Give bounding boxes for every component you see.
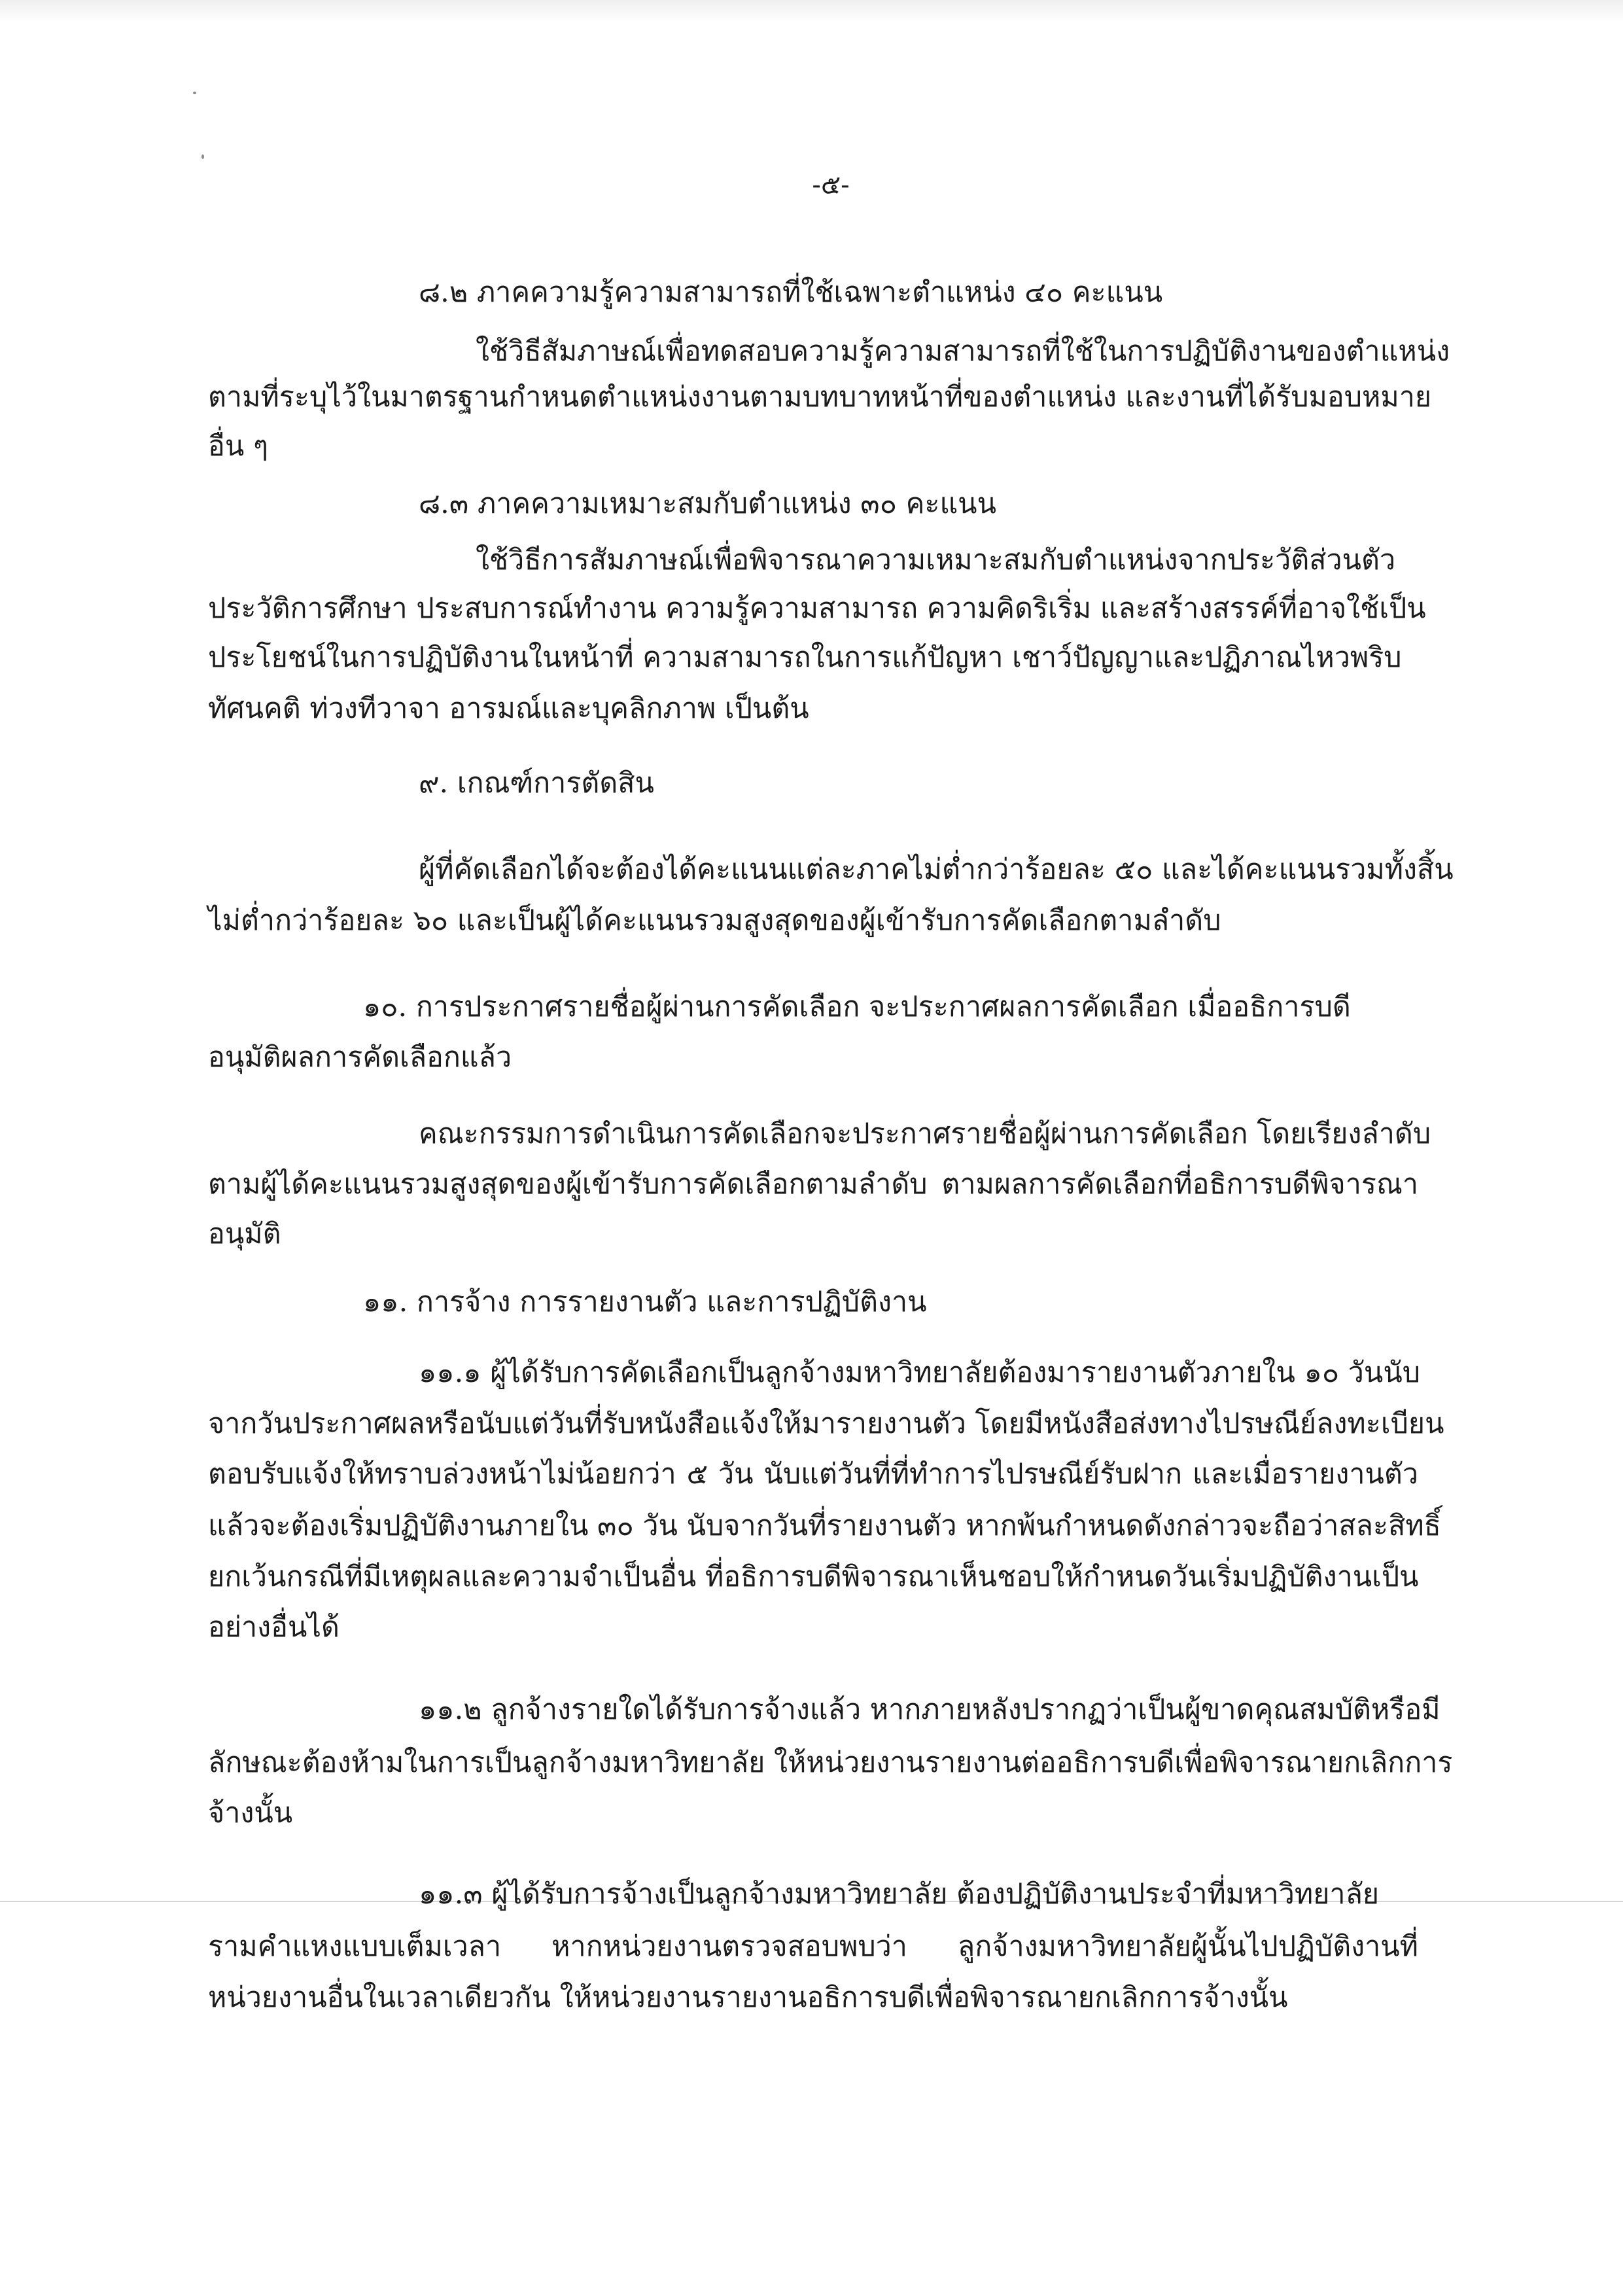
body-line: คณะกรรมการดำเนินการคัดเลือกจะประกาศรายชื่อผู้ผ่านการคัดเลือก โดยเรียงลำดับ (419, 1118, 1431, 1150)
scan-speck (201, 154, 204, 159)
body-line: รามคำแหงแบบเต็มเวลา หากหน่วยงานตรวจสอบพบว่า ลูกจ้างมหาวิทยาลัยผู้นั้นไปปฏิบัติงานที่ (208, 1930, 1418, 1963)
scan-edge (0, 0, 1623, 22)
body-line: อื่น ๆ (208, 430, 268, 463)
body-line: ประโยชน์ในการปฏิบัติงานในหน้าที่ ความสามารถในการแก้ปัญหา เชาว์ปัญญาและปฏิภาณไหวพริบ (208, 641, 1402, 674)
section-heading-8-3: ๘.๓ ภาคความเหมาะสมกับตำแหน่ง ๓๐ คะแนน (419, 487, 996, 520)
body-line: ตามผู้ได้คะแนนรวมสูงสุดของผู้เข้ารับการคัดเลือกตามลำดับ ตามผลการคัดเลือกที่อธิการบดีพิจารณา (208, 1168, 1418, 1201)
body-line: ๑๑.๑ ผู้ได้รับการคัดเลือกเป็นลูกจ้างมหาวิทยาลัยต้องมารายงานตัวภายใน ๑๐ วันนับ (419, 1356, 1421, 1389)
body-line: ตามที่ระบุไว้ในมาตรฐานกำหนดตำแหน่งงานตามบทบาทหน้าที่ของตำแหน่ง และงานที่ได้รับมอบหมาย (208, 381, 1432, 414)
section-heading-11: ๑๑. การจ้าง การรายงานตัว และการปฏิบัติงาน (363, 1286, 927, 1318)
body-line: ลักษณะต้องห้ามในการเป็นลูกจ้างมหาวิทยาลัย ให้หน่วยงานรายงานต่ออธิการบดีเพื่อพิจารณายกเลิกการ (208, 1746, 1453, 1779)
body-line: ใช้วิธีสัมภาษณ์เพื่อทดสอบความรู้ความสามารถที่ใช้ในการปฏิบัติงานของตำแหน่ง (476, 335, 1450, 368)
body-line: ยกเว้นกรณีที่มีเหตุผลและความจำเป็นอื่น ที่อธิการบดีพิจารณาเห็นชอบให้กำหนดวันเริ่มปฏิบัติงานเป็น (208, 1561, 1419, 1593)
body-line: ๑๑.๒ ลูกจ้างรายใดได้รับการจ้างแล้ว หากภายหลังปรากฏว่าเป็นผู้ขาดคุณสมบัติหรือมี (419, 1693, 1440, 1726)
body-line: อนุมัติผลการคัดเลือกแล้ว (208, 1041, 512, 1074)
body-line: แล้วจะต้องเริ่มปฏิบัติงานภายใน ๓๐ วัน นับจากวันที่รายงานตัว หากพ้นกำหนดดังกล่าวจะถือว่าสละสิทธิ์ (208, 1510, 1441, 1542)
section-heading-10: ๑๐. การประกาศรายชื่อผู้ผ่านการคัดเลือก จะประกาศผลการคัดเลือก เมื่ออธิการบดี (363, 991, 1351, 1023)
body-line: อย่างอื่นได้ (208, 1611, 340, 1644)
body-line: จ้างนั้น (208, 1797, 293, 1829)
body-line: จากวันประกาศผลหรือนับแต่วันที่รับหนังสือแจ้งให้มารายงานตัว โดยมีหนังสือส่งทางไปรษณีย์ลงทะเบียน (208, 1407, 1444, 1440)
body-line: อนุมัติ (208, 1218, 281, 1250)
body-line: ผู้ที่คัดเลือกได้จะต้องได้คะแนนแต่ละภาคไม่ต่ำกว่าร้อยละ ๕๐ และได้คะแนนรวมทั้งสิ้น (419, 853, 1454, 886)
scan-speck (193, 92, 196, 94)
section-heading-9: ๙. เกณฑ์การตัดสิน (419, 767, 654, 800)
body-line: ใช้วิธีการสัมภาษณ์เพื่อพิจารณาความเหมาะสมกับตำแหน่งจากประวัติส่วนตัว (476, 544, 1396, 576)
section-heading-8-2: ๘.๒ ภาคความรู้ความสามารถที่ใช้เฉพาะตำแหน่ง ๔๐ คะแนน (419, 276, 1163, 309)
body-line: ประวัติการศึกษา ประสบการณ์ทำงาน ความรู้ความสามารถ ความคิดริเริ่ม และสร้างสรรค์ที่อาจใช้เป็น (208, 592, 1426, 625)
body-line: ไม่ต่ำกว่าร้อยละ ๖๐ และเป็นผู้ได้คะแนนรวมสูงสุดของผู้เข้ารับการคัดเลือกตามลำดับ (208, 904, 1221, 937)
body-line: ทัศนคติ ท่วงทีวาจา อารมณ์และบุคลิกภาพ เป็นต้น (208, 692, 809, 725)
body-line: หน่วยงานอื่นในเวลาเดียวกัน ให้หน่วยงานรายงานอธิการบดีเพื่อพิจารณายกเลิกการจ้างนั้น (208, 1981, 1288, 2014)
page-number: -๕- (812, 170, 850, 200)
body-line: ตอบรับแจ้งให้ทราบล่วงหน้าไม่น้อยกว่า ๕ วัน นับแต่วันที่ที่ทำการไปรษณีย์รับฝาก และเมื่อรายงานตัว (208, 1458, 1418, 1491)
body-line: ๑๑.๓ ผู้ได้รับการจ้างเป็นลูกจ้างมหาวิทยาลัย ต้องปฏิบัติงานประจำที่มหาวิทยาลัย (419, 1878, 1380, 1911)
